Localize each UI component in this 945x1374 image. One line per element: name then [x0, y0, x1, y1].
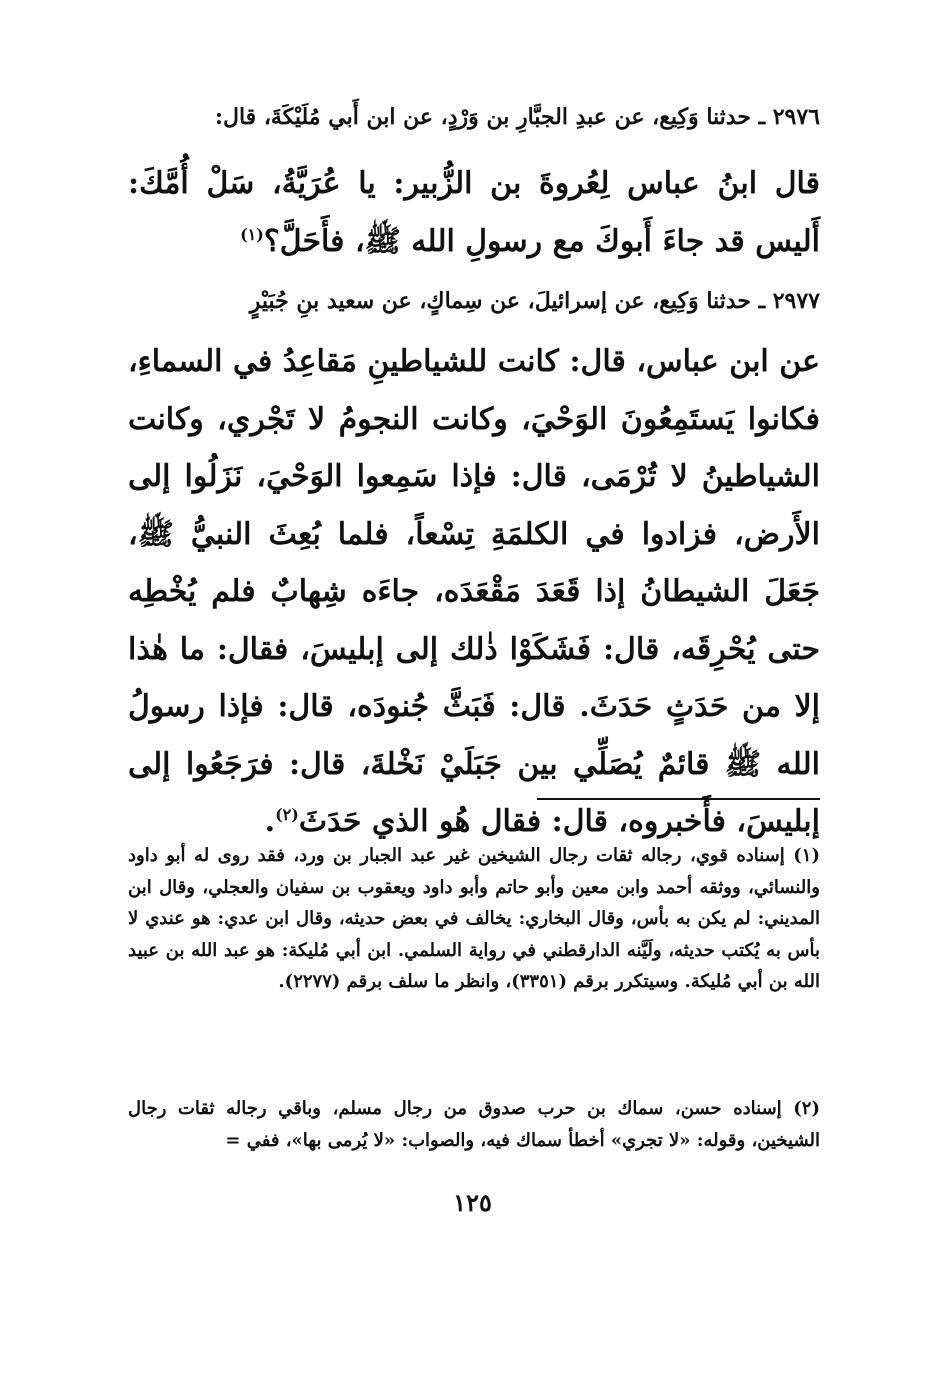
footnote-text: (٢) إسناده حسن، سماك بن حرب صدوق من رجال مسلم، وباقي رجاله ثقات رجال الشيخين، وقوله: «لا تجري» أخطأ سماك فيه، والصواب: «لا يُرمى بها»، ففي =	[128, 1098, 820, 1151]
footnote-marker: (٢)	[275, 805, 299, 824]
isnad-text: ـ حدثنا وَكِيع، عن إسرائيلَ، عن سِماكٍ، عن سعيد بنِ جُبَيْرٍ	[249, 288, 766, 314]
page-number: ١٢٥	[453, 1188, 492, 1217]
hadith-2976-isnad	[128, 102, 820, 132]
hadith-number: ٢٩٧٦	[772, 104, 820, 130]
footnote-2	[128, 1093, 820, 1156]
footnote-marker: (١)	[240, 224, 264, 244]
matn-text: قال ابنُ عباس لِعُروةَ بن الزُّبير: يا عُرَيَّةُ، سَلْ أُمَّكَ: أَليس قد جاءَ أَبوكَ مع رسولِ الله ﷺ، فأَحَلَّ؟	[128, 166, 820, 259]
hadith-2977-isnad	[128, 286, 820, 316]
hadith-2977-matn	[128, 333, 820, 851]
end-mark: .	[264, 804, 276, 839]
footnote-1	[128, 840, 820, 998]
matn-text: عن ابن عباس، قال: كانت للشياطينِ مَقاعِدُ في السماءِ، فكانوا يَستَمِعُونَ الوَحْيَ، وكانت النجومُ لا تَجْري، وكانت الشياطينُ لا تُرْمَى، قال: فإذا سَمِعوا الوَحْيَ، نَزَلُوا إلى الأَرض، فزادوا في الكلمَةِ تِسْعاً، فلما بُعِثَ النبيُّ ﷺ، جَعَلَ الشيطانُ إذا قَعَدَ مَقْعَدَه، جاءَه شِهابٌ فلم يُخْطِه حتى يُحْرِقَه، قال: فَشَكَوْا ذٰلك إلى إبليسَ، فقال: ما هٰذا إلا من حَدَثٍ حَدَثَ. قال: فَبَثَّ جُنودَه، قال: فإذا رسولُ الله ﷺ قائمٌ يُصَلِّي بين جَبَلَيْ نَخْلةَ، قال: فرَجَعُوا إلى إبليسَ، فأَخبروه، قال: فقال هُو الذي حَدَثَ	[128, 344, 820, 839]
footnote-text: (١) إسناده قوي، رجاله ثقات رجال الشيخين غير عبد الجبار بن ورد، فقد روى له أبو داود والنسائي، ووثقه أحمد وابن معين وأبو حاتم وأبو داود ويعقوب بن سفيان والعجلي، وقال ابن المديني: لم يكن به بأس، وقال البخاري: يخالف في بعض حديثه، وقال ابن عدي: هو عندي لا بأس به يُكتب حديثه، ولَيَّنه الدارقطني في رواية السلمي. ابن أبي مُليكة: هو عبد الله بن عبيد الله بن أبي مُليكة. وسيتكرر برقم (٣٣٥١)، وانظر ما سلف برقم (٢٢٧٧).	[128, 845, 820, 992]
hadith-2976-matn	[128, 155, 820, 270]
isnad-text: ـ حدثنا وَكِيع، عن عبدِ الجبَّارِ بن وَرْدٍ، عن ابن أَبي مُلَيْكَةَ، قال:	[214, 104, 766, 130]
hadith-number: ٢٩٧٧	[772, 288, 820, 314]
footnote-separator	[537, 798, 820, 800]
